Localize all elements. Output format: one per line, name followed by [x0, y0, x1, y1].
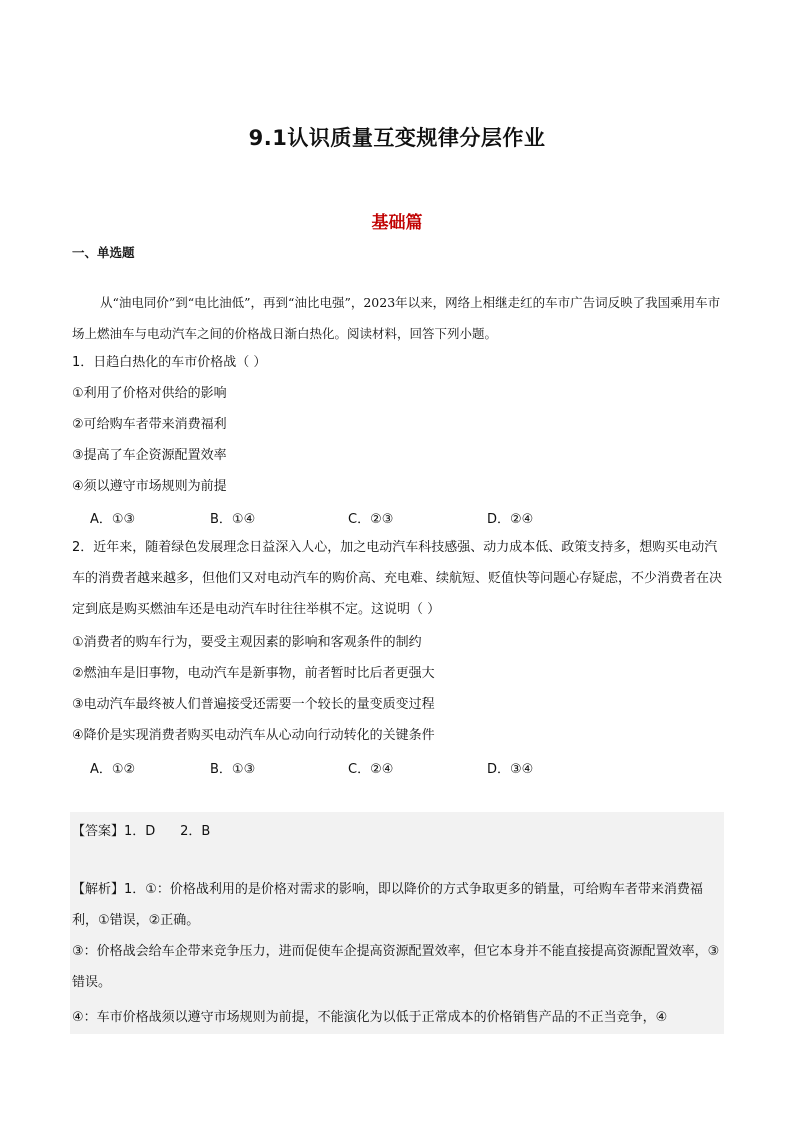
question-2-item: ③电动汽车最终被人们普遍接受还需要一个较长的量变质变过程 [72, 697, 435, 712]
question-1-item: ③提高了车企资源配置效率 [72, 448, 227, 463]
option-c: C．②④ [348, 762, 394, 777]
option-a: A．①② [90, 762, 136, 777]
option-c: C．②③ [348, 512, 394, 527]
question-1-item: ④须以遵守市场规则为前提 [72, 479, 227, 494]
question-1-stem: 1．日趋白热化的车市价格战（ ） [72, 355, 267, 370]
question-2-stem: 2．近年来，随着绿色发展理念日益深入人心，加之电动汽车科技感强、动力成本低、政策支持多，想购买电动汽车的消费者越来越多，但他们又对电动汽车的购价高、充电难、续航短、贬值快等问题心存疑虑，不少消费者在决定到底是购买燃油车还是电动汽车时往往举棋不定。这说明（ ） [72, 540, 723, 617]
option-b: B．①③ [210, 762, 256, 777]
analysis-paragraph-3: ④：车市价格战须以遵守市场规则为前提，不能演化为以低于正常成本的价格销售产品的不正当竞争，④ [72, 1010, 668, 1025]
section-heading: 一、单选题 [72, 245, 135, 260]
question-1-item: ②可给购车者带来消费福利 [72, 417, 227, 432]
question-1-item: ①利用了价格对供给的影响 [72, 386, 227, 401]
question-2-item: ②燃油车是旧事物，电动汽车是新事物，前者暂时比后者更强大 [72, 666, 435, 681]
option-d: D．③④ [487, 762, 534, 777]
answer-label: 【答案】1．D 2．B [72, 824, 211, 839]
passage-text: 从“油电同价”到“电比油低”，再到“油比电强”，2023年以来，网络上相继走红的车市广告词反映了我国乘用车市场上燃油车与电动汽车之间的价格战日渐白热化。阅读材料，回答下列小题。 [72, 295, 721, 341]
option-a: A．①③ [90, 512, 136, 527]
section-subtitle: 基础篇 [371, 213, 423, 233]
question-2-item: ①消费者的购车行为，要受主观因素的影响和客观条件的制约 [72, 635, 422, 650]
analysis-paragraph-1: 【解析】1．①：价格战利用的是价格对需求的影响，即以降价的方式争取更多的销量，可给购车者带来消费福利，①错误，②正确。 [72, 882, 703, 928]
reading-passage [72, 287, 722, 349]
question-2-options [90, 758, 650, 778]
page-title: 9.1认识质量互变规律分层作业 [248, 126, 546, 150]
option-b: B．①④ [210, 512, 256, 527]
question-1-options [90, 508, 650, 528]
question-2-item: ④降价是实现消费者购买电动汽车从心动向行动转化的关键条件 [72, 728, 435, 743]
option-d: D．②④ [487, 512, 534, 527]
analysis-paragraph-2: ③：价格战会给车企带来竞争压力，进而促使车企提高资源配置效率，但它本身并不能直接提高资源配置效率，③错误。 [72, 944, 720, 990]
